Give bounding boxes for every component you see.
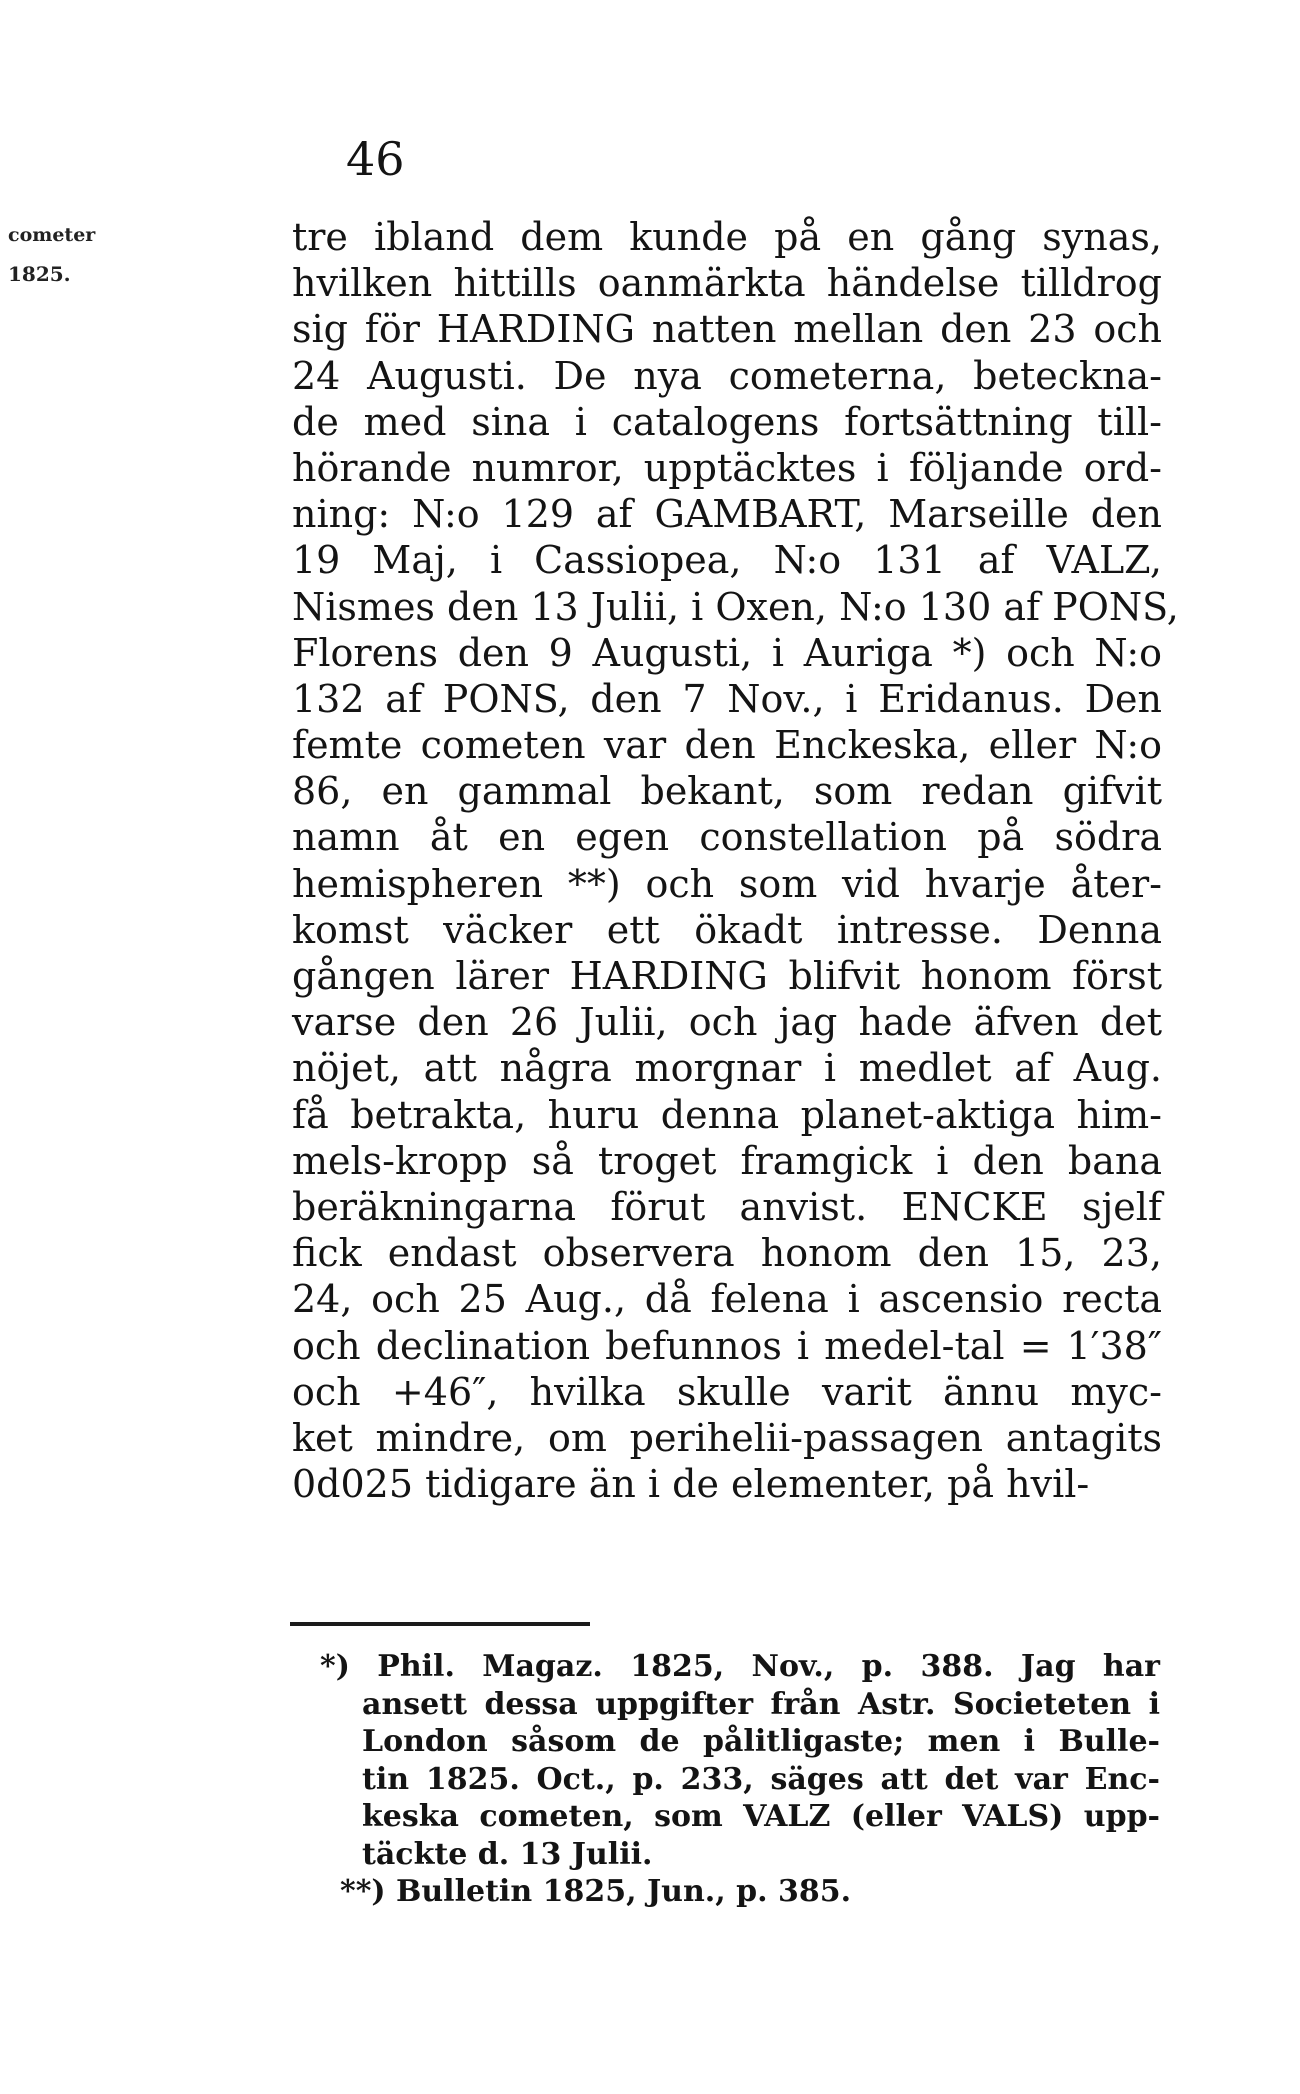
body-line: 24, och 25 Aug., då felena i ascensio recta <box>292 1277 1162 1322</box>
footnote-line: tin 1825. Oct., p. 233, säges att det var Enc- <box>362 1761 1160 1797</box>
body-line: 132 af PONS, den 7 Nov., i Eridanus. Den <box>292 676 1162 721</box>
body-line: Nismes den 13 Julii, i Oxen, N:o 130 af PONS, <box>292 584 1179 629</box>
body-line: ket mindre, om perihelii-passagen antagits <box>292 1415 1162 1460</box>
body-line: femte cometen var den Enckeska, eller N:o <box>292 723 1162 768</box>
body-line: de med sina i catalogens fortsättning till- <box>292 399 1162 444</box>
body-line: tre ibland dem kunde på en gång synas, <box>292 215 1162 259</box>
body-line: 24 Augusti. De nya cometerna, betеckna- <box>292 353 1162 398</box>
footnotes <box>320 1648 1160 1911</box>
body-line: 19 Maj, i Cassiopea, N:o 131 af VALZ, <box>292 538 1162 583</box>
body-line: namn åt en egen constellation på södra <box>292 815 1162 860</box>
body-line: komst väcker ett ökadt intresse. Denna <box>292 907 1162 952</box>
body-line: mels-kropp så troget framgick i den bana <box>292 1138 1162 1183</box>
footnote-line: *) Phil. Magaz. 1825, Nov., p. 388. Jag har <box>320 1649 1160 1684</box>
body-text <box>292 214 1179 1507</box>
footnote-rule <box>290 1622 590 1626</box>
body-line: 0d025 tidigare än i de elementer, på hvil- <box>292 1462 1090 1507</box>
margin-note-year: 1825. <box>8 262 71 286</box>
body-line: hvilken hittills oanmärkta händelse tilldrog <box>292 261 1162 306</box>
body-line: och declination befunnos i medel-tal = 1′38″ <box>292 1323 1162 1368</box>
footnote-line: London såsom de pålitligaste; men i Bulle- <box>362 1724 1160 1759</box>
footnote-line: täckte d. 13 Julii. <box>362 1836 653 1872</box>
body-line: och +46″, hvilka skulle varit ännu myc- <box>292 1369 1162 1414</box>
body-line: Florens den 9 Augusti, i Auriga *) och N:o <box>292 630 1162 675</box>
body-line: få betrakta, huru denna planet-aktiga him- <box>292 1092 1162 1137</box>
footnote-line: keska cometen, som VALZ (eller VALS) upp- <box>362 1799 1160 1834</box>
body-line: varse den 26 Julii, och jag hade äfven det <box>292 1000 1162 1045</box>
body-line: hemispheren **) och som vid hvarje åter- <box>292 861 1162 906</box>
body-line: nöjet, att några morgnar i medlet af Aug. <box>292 1046 1162 1091</box>
body-line: fick endast observera honom den 15, 23, <box>292 1231 1162 1276</box>
footnote-line: ansett dessa uppgifter från Astr. Societeten i <box>362 1686 1160 1722</box>
margin-note-word: cometer <box>8 224 96 246</box>
body-line: 86, en gammal bekant, som redan gifvit <box>292 769 1162 814</box>
body-line: hörande numror, upptäcktes i följande ord- <box>292 445 1162 490</box>
body-line: gången lärer HARDING blifvit honom först <box>292 954 1162 998</box>
page-number: 46 <box>346 132 405 186</box>
body-line: beräkningarna förut anvist. ENCKE sjelf <box>292 1184 1162 1229</box>
footnote-line: **) Bulletin 1825, Jun., p. 385. <box>340 1874 852 1909</box>
body-line: ning: N:o 129 af GAMBART, Marseille den <box>292 492 1162 537</box>
body-line: sig för HARDING natten mellan den 23 och <box>292 307 1162 352</box>
